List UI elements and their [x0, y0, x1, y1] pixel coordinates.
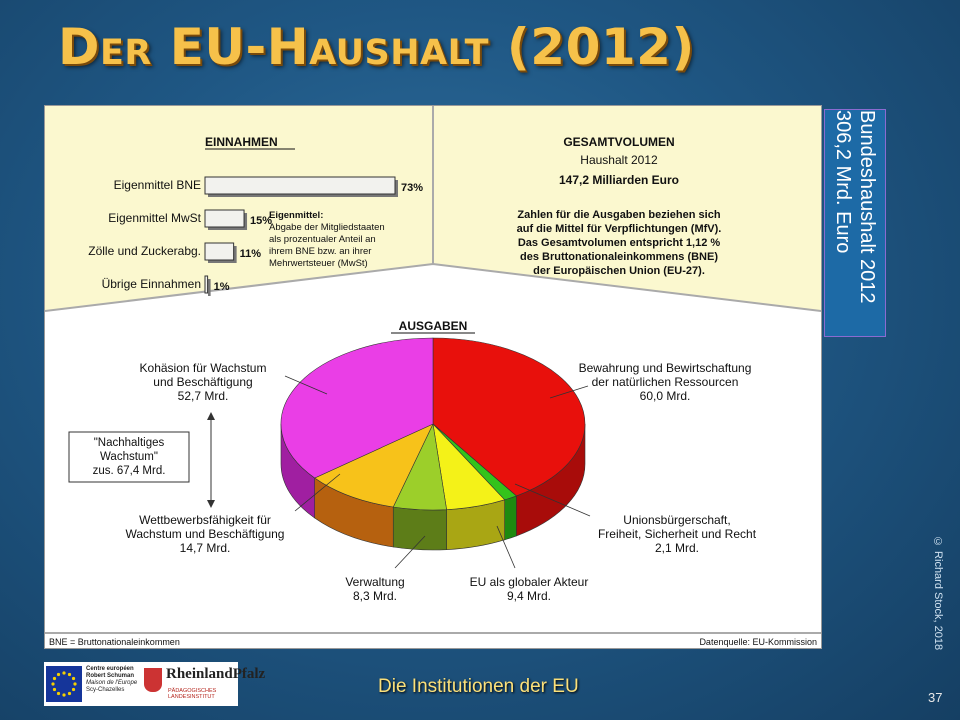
- eu-star-icon: [62, 693, 65, 696]
- bar: [205, 276, 208, 293]
- pie-slice-label: Bewahrung und Bewirtschaftung: [578, 361, 752, 375]
- eu-star-icon: [53, 688, 56, 691]
- rlp-crest-icon: [144, 668, 162, 692]
- income-note-line: als prozentualer Anteil an: [269, 234, 376, 245]
- rlp-logo-subtitle: [168, 688, 232, 700]
- logo-line: Scy-Chazelles: [86, 687, 125, 693]
- pie-slice-label: Wettbewerbsfähigkeit für: [139, 513, 271, 527]
- bar-chart-title: EINNAHMEN: [205, 135, 278, 149]
- centre-schuman-logo: [86, 666, 138, 694]
- footer-title: Die Institutionen der EU: [378, 676, 579, 697]
- eu-star-icon: [68, 673, 71, 676]
- logo-line: Robert Schuman: [86, 673, 135, 679]
- bar-value-label: 1%: [213, 281, 230, 293]
- bar: [205, 177, 395, 194]
- pie-slice-label: Wachstum und Beschäftigung: [125, 527, 285, 541]
- arrow-down-icon: [207, 500, 215, 508]
- source-right: Datenquelle: EU-Kommission: [699, 637, 817, 647]
- eu-star-icon: [51, 682, 54, 685]
- pie-chart-title: AUSGABEN: [398, 319, 468, 333]
- eu-star-icon: [53, 677, 56, 680]
- bundeshaushalt-amount: 306,2 Mrd. Euro: [832, 110, 854, 254]
- pie-slice-label: Kohäsion für Wachstum: [139, 361, 267, 375]
- pie-slice-label: der natürlichen Ressourcen: [591, 375, 739, 389]
- bar-value-label: 15%: [250, 215, 273, 227]
- pie-slice-label: Unionsbürgerschaft,: [623, 513, 731, 527]
- income-note-line: Eigenmittel:: [269, 210, 324, 221]
- eu-star-icon: [72, 677, 75, 680]
- eu-star-icon: [68, 692, 71, 695]
- rlp-logo: RheinlandPfalz: [166, 666, 266, 682]
- eu-stars-icon: [46, 666, 82, 702]
- eu-star-icon: [73, 682, 76, 685]
- pie-slice-label: Freiheit, Sicherheit und Recht: [597, 527, 757, 541]
- logo-line: LANDESINSTITUT: [168, 694, 215, 700]
- gesamt-text-line: Das Gesamtvolumen entspricht 1,12 %: [517, 237, 721, 249]
- copyright: © Richard Stock, 2018: [932, 536, 944, 651]
- bundeshaushalt-box: [824, 109, 886, 337]
- budget-chart-panel: [44, 105, 822, 649]
- pie-slice-label: EU als globaler Akteur: [469, 575, 589, 589]
- logo-line: Maison de l'Europe: [86, 680, 138, 686]
- group-note-line: Wachstum": [100, 451, 158, 463]
- bar-category-label: Eigenmittel MwSt: [108, 211, 201, 225]
- income-note-line: Abgabe der Mitgliedstaaten: [269, 222, 385, 233]
- bundeshaushalt-title: Bundeshaushalt 2012: [856, 110, 878, 304]
- group-note-line: "Nachhaltiges: [93, 437, 165, 449]
- pie-slice-label: 60,0 Mrd.: [639, 389, 691, 403]
- pie-slice-side: [393, 507, 446, 550]
- pie-slice-label: 52,7 Mrd.: [177, 389, 229, 403]
- pie-slice-label: 8,3 Mrd.: [352, 589, 398, 603]
- pie-slice-label: 14,7 Mrd.: [179, 541, 231, 555]
- gesamt-text-line: des Bruttonationaleinkommens (BNE): [519, 251, 719, 263]
- eu-star-icon: [62, 671, 65, 674]
- eu-star-icon: [57, 692, 60, 695]
- gesamt-text-line: auf die Mittel für Verpflichtungen (MfV).: [516, 223, 722, 235]
- pie-slice-side: [505, 496, 517, 540]
- gesamt-title: GESAMTVOLUMEN: [563, 135, 675, 149]
- income-note-line: ihrem BNE bzw. an ihrer: [269, 246, 372, 257]
- bar-value-label: 73%: [401, 182, 424, 194]
- group-note-line: zus. 67,4 Mrd.: [92, 465, 166, 477]
- eu-flag-icon: [46, 666, 82, 702]
- arrow-up-icon: [207, 412, 215, 420]
- eu-star-icon: [57, 673, 60, 676]
- eu-star-icon: [72, 688, 75, 691]
- pie-slice-label: Verwaltung: [345, 575, 405, 589]
- gesamt-text-line: der Europäischen Union (EU-27).: [533, 265, 705, 277]
- logo-line: Centre européen: [86, 666, 134, 672]
- source-left: BNE = Bruttonationaleinkommen: [49, 637, 180, 647]
- bar-category-label: Übrige Einnahmen: [101, 277, 201, 291]
- logo-strip: [44, 662, 266, 706]
- bar: [205, 243, 234, 260]
- bar-category-label: Eigenmittel BNE: [113, 178, 201, 192]
- income-note-line: Mehrwertsteuer (MwSt): [269, 258, 368, 269]
- budget-chart: [45, 106, 821, 648]
- gesamt-subtitle: Haushalt 2012: [580, 153, 658, 167]
- pie-slice-label: 9,4 Mrd.: [506, 589, 552, 603]
- gesamt-text-line: Zahlen für die Ausgaben beziehen sich: [517, 209, 721, 221]
- gesamt-amount: 147,2 Milliarden Euro: [558, 173, 680, 187]
- bar-category-label: Zölle und Zuckerabg.: [88, 244, 201, 258]
- pie-slice-label: und Beschäftigung: [153, 375, 253, 389]
- logo-line: PÄDAGOGISCHES: [168, 688, 217, 694]
- bar-value-label: 11%: [239, 248, 262, 260]
- bar: [205, 210, 244, 227]
- slide-title: Der EU-Haushalt (2012): [58, 18, 695, 76]
- bar-shadow: [208, 279, 211, 296]
- page-number: 37: [928, 690, 943, 705]
- pie-slice-label: 2,1 Mrd.: [654, 541, 700, 555]
